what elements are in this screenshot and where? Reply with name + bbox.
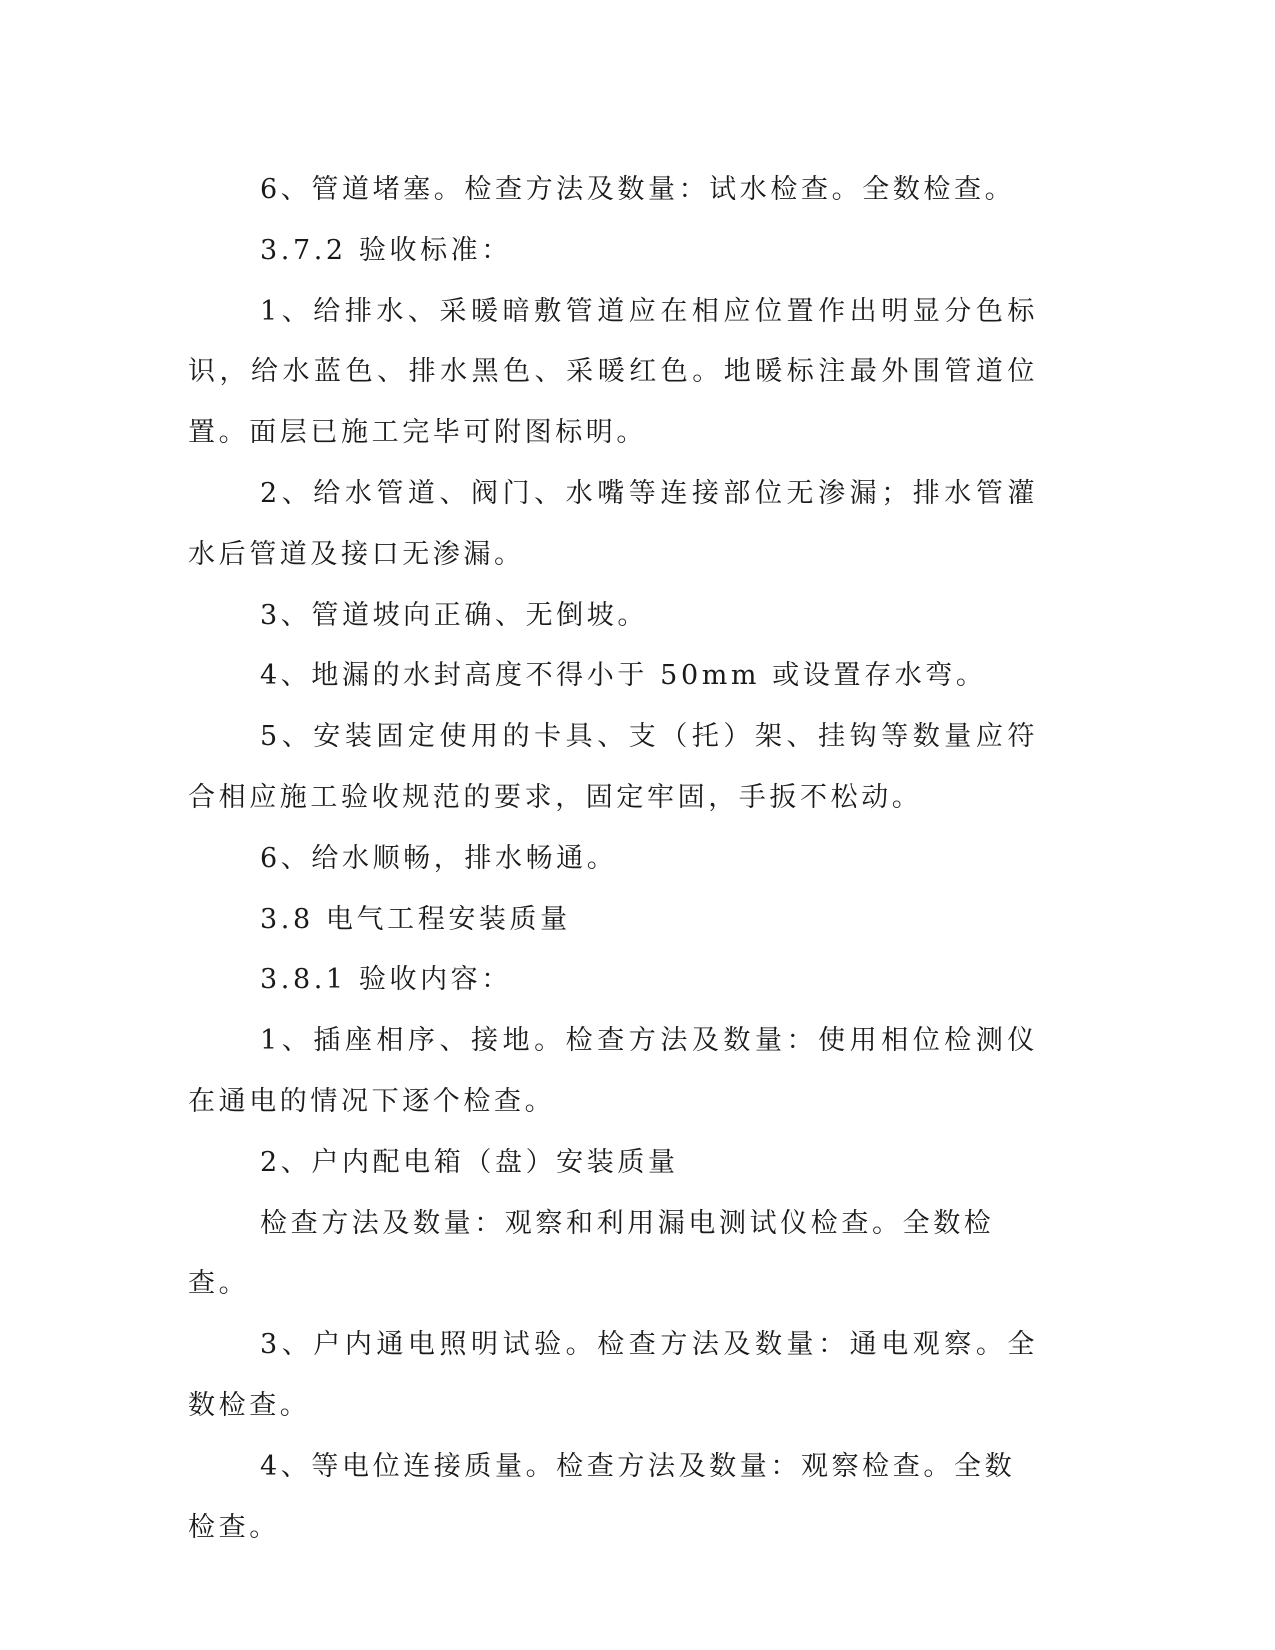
paragraph: 1、插座相序、接地。检查方法及数量：使用相位检测仪在通电的情况下逐个检查。 <box>188 1025 1038 1117</box>
paragraph: 5、安装固定使用的卡具、支（托）架、挂钩等数量应符合相应施工验收规范的要求，固定牢固，手扳不松动。 <box>188 721 1038 813</box>
paragraph: 4、等电位连接质量。检查方法及数量：观察检查。全数检查。 <box>188 1450 1016 1543</box>
section-heading: 3.8.1 验收内容： <box>260 964 512 996</box>
paragraph: 3、管道坡向正确、无倒坡。 <box>260 599 648 631</box>
paragraph: 2、给水管道、阀门、水嘴等连接部位无渗漏；排水管灌水后管道及接口无渗漏。 <box>188 477 1038 570</box>
paragraph: 3、户内通电照明试验。检查方法及数量：通电观察。全数检查。 <box>188 1329 1038 1421</box>
paragraph: 检查方法及数量：观察和利用漏电测试仪检查。全数检查。 <box>188 1207 995 1300</box>
section-heading: 3.8 电气工程安装质量 <box>260 903 571 935</box>
paragraph: 4、地漏的水封高度不得小于 50mm 或设置存水弯。 <box>260 660 987 692</box>
paragraph: 6、给水顺畅，排水畅通。 <box>260 842 618 874</box>
body-text <box>188 160 1038 1558</box>
section-heading: 3.7.2 验收标准： <box>260 234 512 266</box>
paragraph: 6、管道堵塞。检查方法及数量：试水检查。全数检查。 <box>260 174 1016 205</box>
paragraph: 2、户内配电箱（盘）安装质量 <box>260 1146 679 1178</box>
paragraph: 1、给排水、采暖暗敷管道应在相应位置作出明显分色标识，给水蓝色、排水黑色、采暖红色。地暖标注最外围管道位置。面层已施工完毕可附图标明。 <box>188 295 1038 449</box>
